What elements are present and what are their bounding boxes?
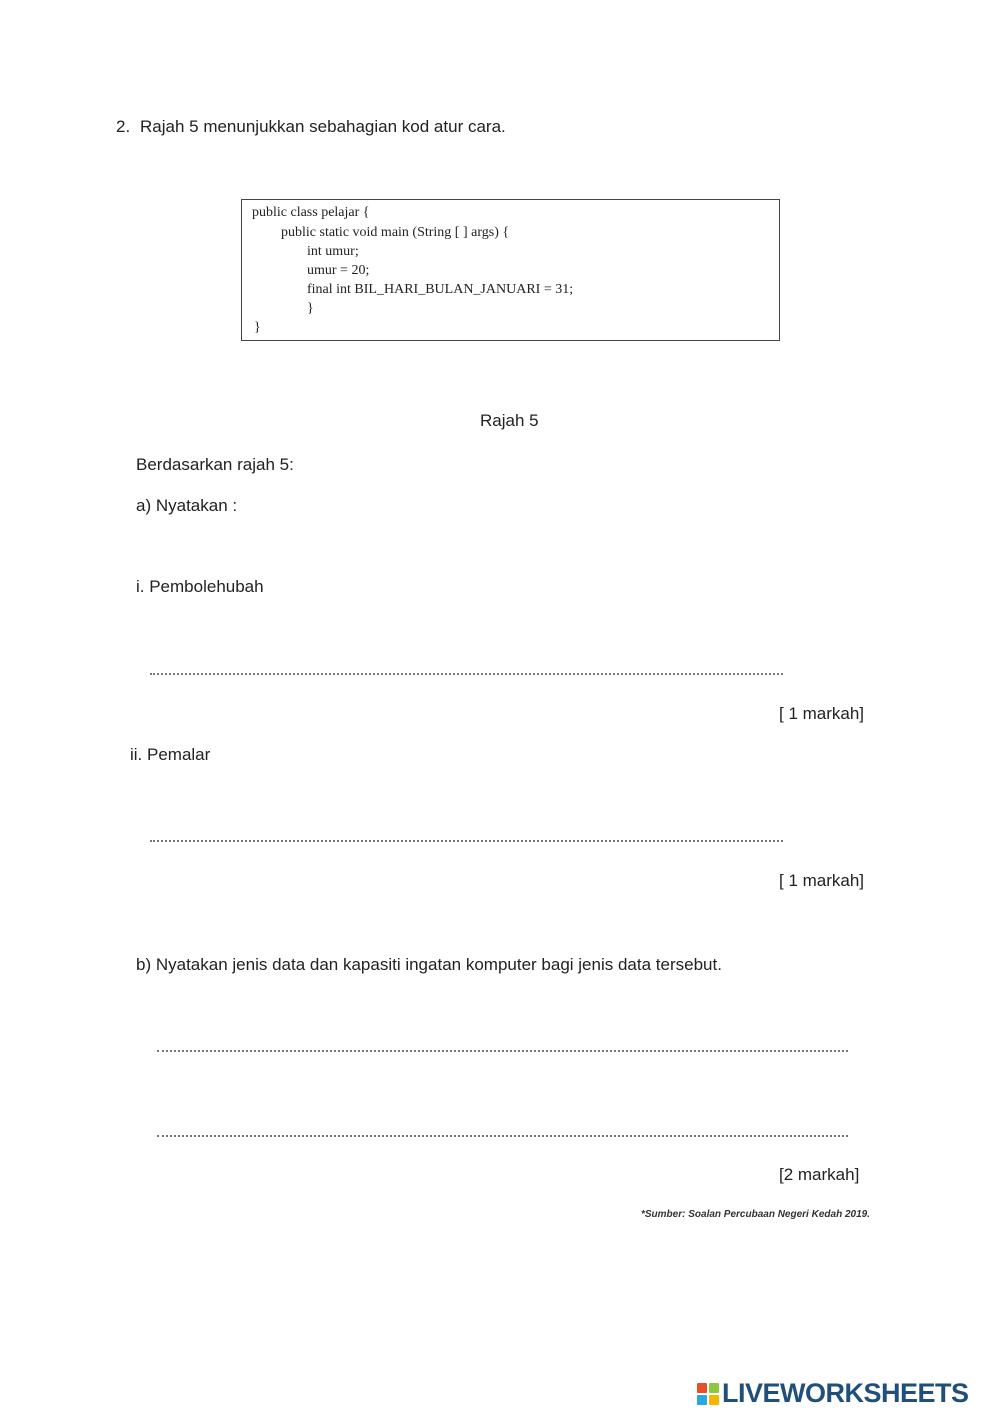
logo-square bbox=[697, 1383, 707, 1393]
part-a-item-ii: ii. Pemalar bbox=[130, 745, 211, 764]
code-line: } bbox=[307, 301, 314, 316]
marks-i: [ 1 markah] bbox=[779, 704, 865, 723]
question-number: 2. bbox=[116, 117, 131, 136]
code-line: public static void main (String [ ] args) { bbox=[281, 225, 510, 240]
liveworksheets-logo-icon bbox=[697, 1383, 719, 1405]
answer-line-i[interactable] bbox=[150, 673, 783, 675]
figure-caption: Rajah 5 bbox=[480, 411, 539, 430]
question-intro: Rajah 5 menunjukkan sebahagian kod atur cara. bbox=[140, 117, 506, 136]
code-line: public class pelajar { bbox=[252, 205, 370, 220]
logo-square bbox=[709, 1395, 719, 1405]
part-a-item-i: i. Pembolehubah bbox=[136, 577, 264, 596]
logo-square bbox=[697, 1395, 707, 1405]
marks-b: [2 markah] bbox=[779, 1165, 860, 1184]
code-box bbox=[241, 199, 780, 341]
code-line: } bbox=[254, 320, 261, 335]
answer-line-b2[interactable] bbox=[157, 1135, 848, 1137]
marks-ii: [ 1 markah] bbox=[779, 871, 865, 890]
answer-line-b1[interactable] bbox=[157, 1050, 848, 1052]
code-line: int umur; bbox=[307, 244, 359, 259]
code-line: final int BIL_HARI_BULAN_JANUARI = 31; bbox=[307, 282, 574, 297]
logo-square bbox=[709, 1383, 719, 1393]
based-on-text: Berdasarkan rajah 5: bbox=[136, 455, 294, 474]
part-a-label: a) Nyatakan : bbox=[136, 496, 238, 515]
source-note: *Sumber: Soalan Percubaan Negeri Kedah 2019. bbox=[641, 1209, 870, 1220]
answer-line-ii[interactable] bbox=[150, 840, 783, 842]
brand-name: LIVEWORKSHEETS bbox=[722, 1378, 969, 1408]
liveworksheets-brand bbox=[697, 1378, 969, 1409]
code-line: umur = 20; bbox=[307, 263, 370, 278]
part-b-label: b) Nyatakan jenis data dan kapasiti ingatan komputer bagi jenis data tersebut. bbox=[136, 955, 722, 974]
